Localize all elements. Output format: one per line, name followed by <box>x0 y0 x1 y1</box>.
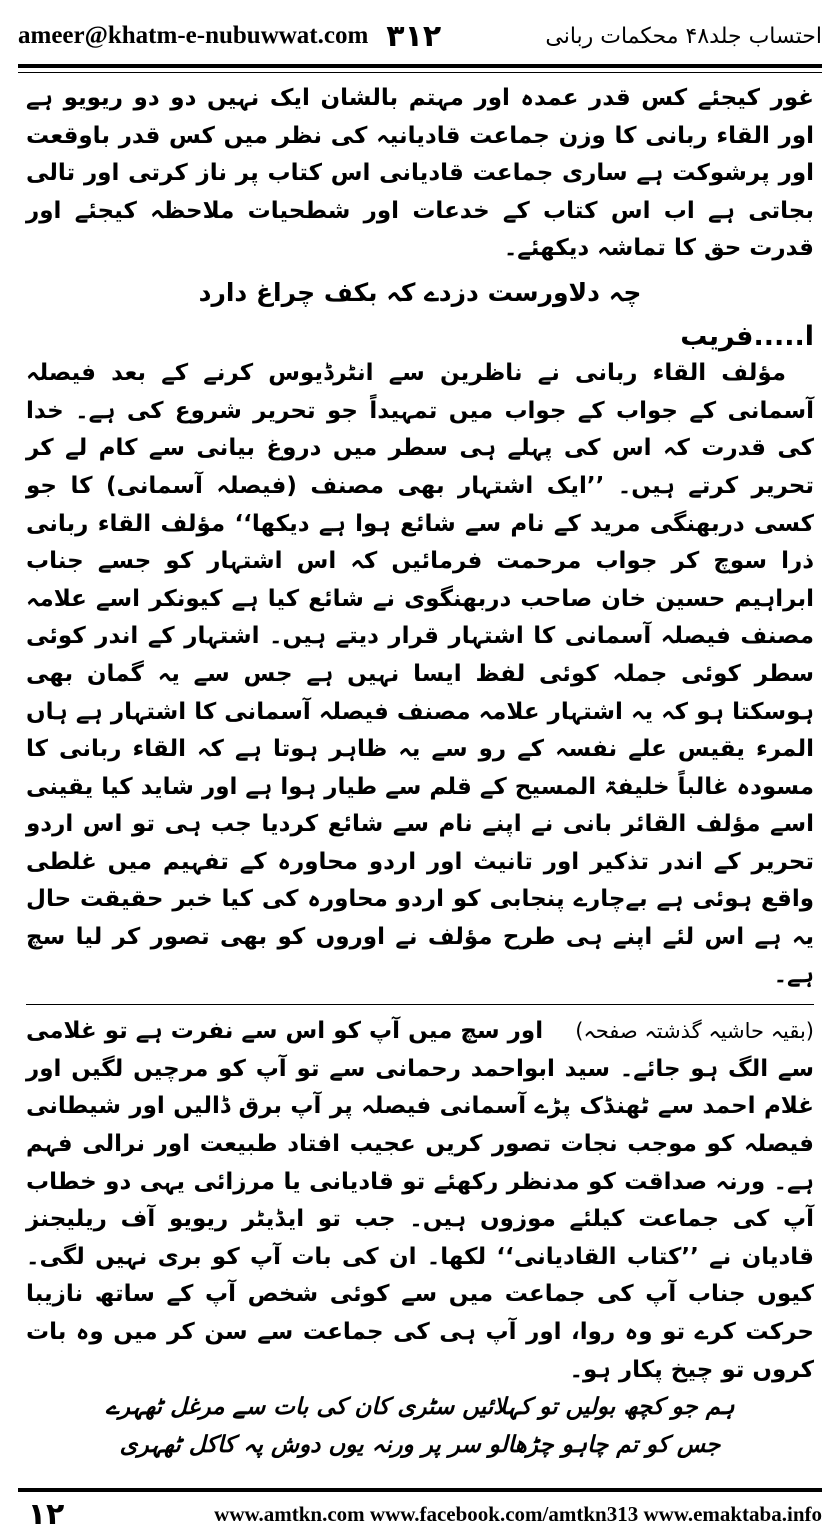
footer-page-number: ۱۲ <box>27 1496 65 1532</box>
footnote-text: اور سچ میں آپ کو اس سے نفرت ہے تو غلامی سے الگ ہو جائے۔ سید ابواحمد رحمانی سے تو آپ کو مرچیں لگیں اور غلام احمد سے ٹھنڈک پڑے آسمانی فیصلہ پر آپ برق ڈالیں اور شیطانی فیصلہ کو موجب نجات تصور کریں عجیب افتاد طبیعت اور نرالی فہم ہے۔ ورنہ صداقت کو مدنظر رکھئے تو قادیانی یا مرزائی یہی دو خطاب آپ کی جماعت کیلئے موزوں ہیں۔ جب تو ایڈیٹر ریویو آف ریلیجنز قادیان نے ’’کتاب القادیانی‘‘ لکھا۔ ان کی بات آپ کو بری نہیں لگی۔ کیوں جناب آپ کی جماعت میں سے کوئی شخص آپ کے ساتھ نازیبا حرکت کرے تو وہ روا، اور آپ ہی کی جماعت سے سن کر میں وہ بات کروں تو چیخ پکار ہو۔ <box>26 1018 814 1383</box>
main-paragraph: مؤلف القاء ربانی نے ناظرین سے انٹرڈیوس کرنے کے بعد فیصلہ آسمانی کے جواب کے جواب میں تمہیداً جو تحریر شروع کی ہے۔ خدا کی قدرت کہ اس کی پہلے ہی سطر میں دروغ بیانی سے کام لے کر تحریر کرتے ہیں۔ ’’ایک اشتہار بھی مصنف (فیصلہ آسمانی) کا جو کسی دربھنگی مرید کے نام سے شائع ہوا ہے دیکھا‘‘ مؤلف القاء ربانی ذرا سوچ کر جواب مرحمت فرمائیں کہ اس اشتہار کو جسے جناب ابراہیم حسین خان صاحب دربھنگوی نے شائع کیا ہے کیونکر اسے علامہ مصنف فیصلہ آسمانی کا اشتہار قرار دیتے ہیں۔ اشتہار کے اندر کوئی سطر کوئی جملہ کوئی لفظ ایسا نہیں ہے جس سے یہ گمان بھی ہوسکتا ہو کہ یہ اشتہار علامہ مصنف فیصلہ آسمانی کا اشتہار ہے ہاں المرء یقیس علے نفسہ کے رو سے یہ ظاہر ہوتا ہے کہ القاء ربانی کا مسودہ غالباً خلیفۃ المسیح کے قلم سے طیار ہوا ہے اور شاید کیا یقینی اسے مؤلف القائر بانی نے اپنے نام سے شائع کردیا جب ہی تو اس اردو تحریر کے اندر تذکیر اور تانیث اور اردو محاورہ کے تفہیم میں غلطی واقع ہوئی ہے بےچارے پنجابی کو اردو محاورہ کی کیا خبر حقیقت حال یہ ہے اس لئے اپنے ہی طرح مؤلف نے اوروں کو بھی تصور کر لیا سچ ہے۔ <box>26 360 814 988</box>
footer-links[interactable]: www.amtkn.com www.facebook.com/amtkn313 www.emaktaba.info <box>214 1501 822 1526</box>
header-rule-thick <box>18 64 822 68</box>
persian-couplet: چہ دلاورست دزدے کہ بکف چراغ دارد <box>198 277 642 307</box>
section-heading: ا.....فریب <box>680 320 814 352</box>
footer-rule <box>18 1488 822 1492</box>
header-book-title: احتساب جلد۴۸ محکمات ربانی <box>545 23 822 49</box>
verse-line-1: ہم جو کچھ بولیں تو کہلائیں سٹری کان کی بات سے مرغل ٹھہرے <box>105 1394 735 1421</box>
header-page-number: ۳۱۲ <box>386 18 442 54</box>
intro-paragraph: غور کیجئے کس قدر عمدہ اور مہتم بالشان ایک نہیں دو دو ریویو ہے اور القاء ربانی کا وزن جماعت قادیانیہ کی نظر میں کس قدر باوقعت اور پرشوکت ہے ساری جماعت قادیانی اس کتاب پر ناز کرتی اور تالی بجاتی ہے اب اس کتاب کے خدعات اور شطحیات ملاحظہ کیجئے اور قدرت حق کا تماشہ دیکھئے۔ <box>26 85 814 262</box>
footnote-label: (بقیہ حاشیہ گذشتہ صفحہ) <box>575 1019 815 1044</box>
footnote-paragraph <box>26 1013 814 1389</box>
header-rule-thin <box>18 72 822 73</box>
page-content <box>26 80 814 1464</box>
footnote-divider <box>26 1004 814 1005</box>
verse-line-2: جس کو تم چاہو چڑھالو سر پر ورنہ یوں دوش پہ کاکل ٹھہری <box>119 1431 721 1458</box>
header-left <box>18 19 441 54</box>
page-header <box>18 14 822 58</box>
header-email[interactable]: ameer@khatm-e-nubuwwat.com <box>18 22 369 49</box>
page-footer <box>18 1494 822 1534</box>
